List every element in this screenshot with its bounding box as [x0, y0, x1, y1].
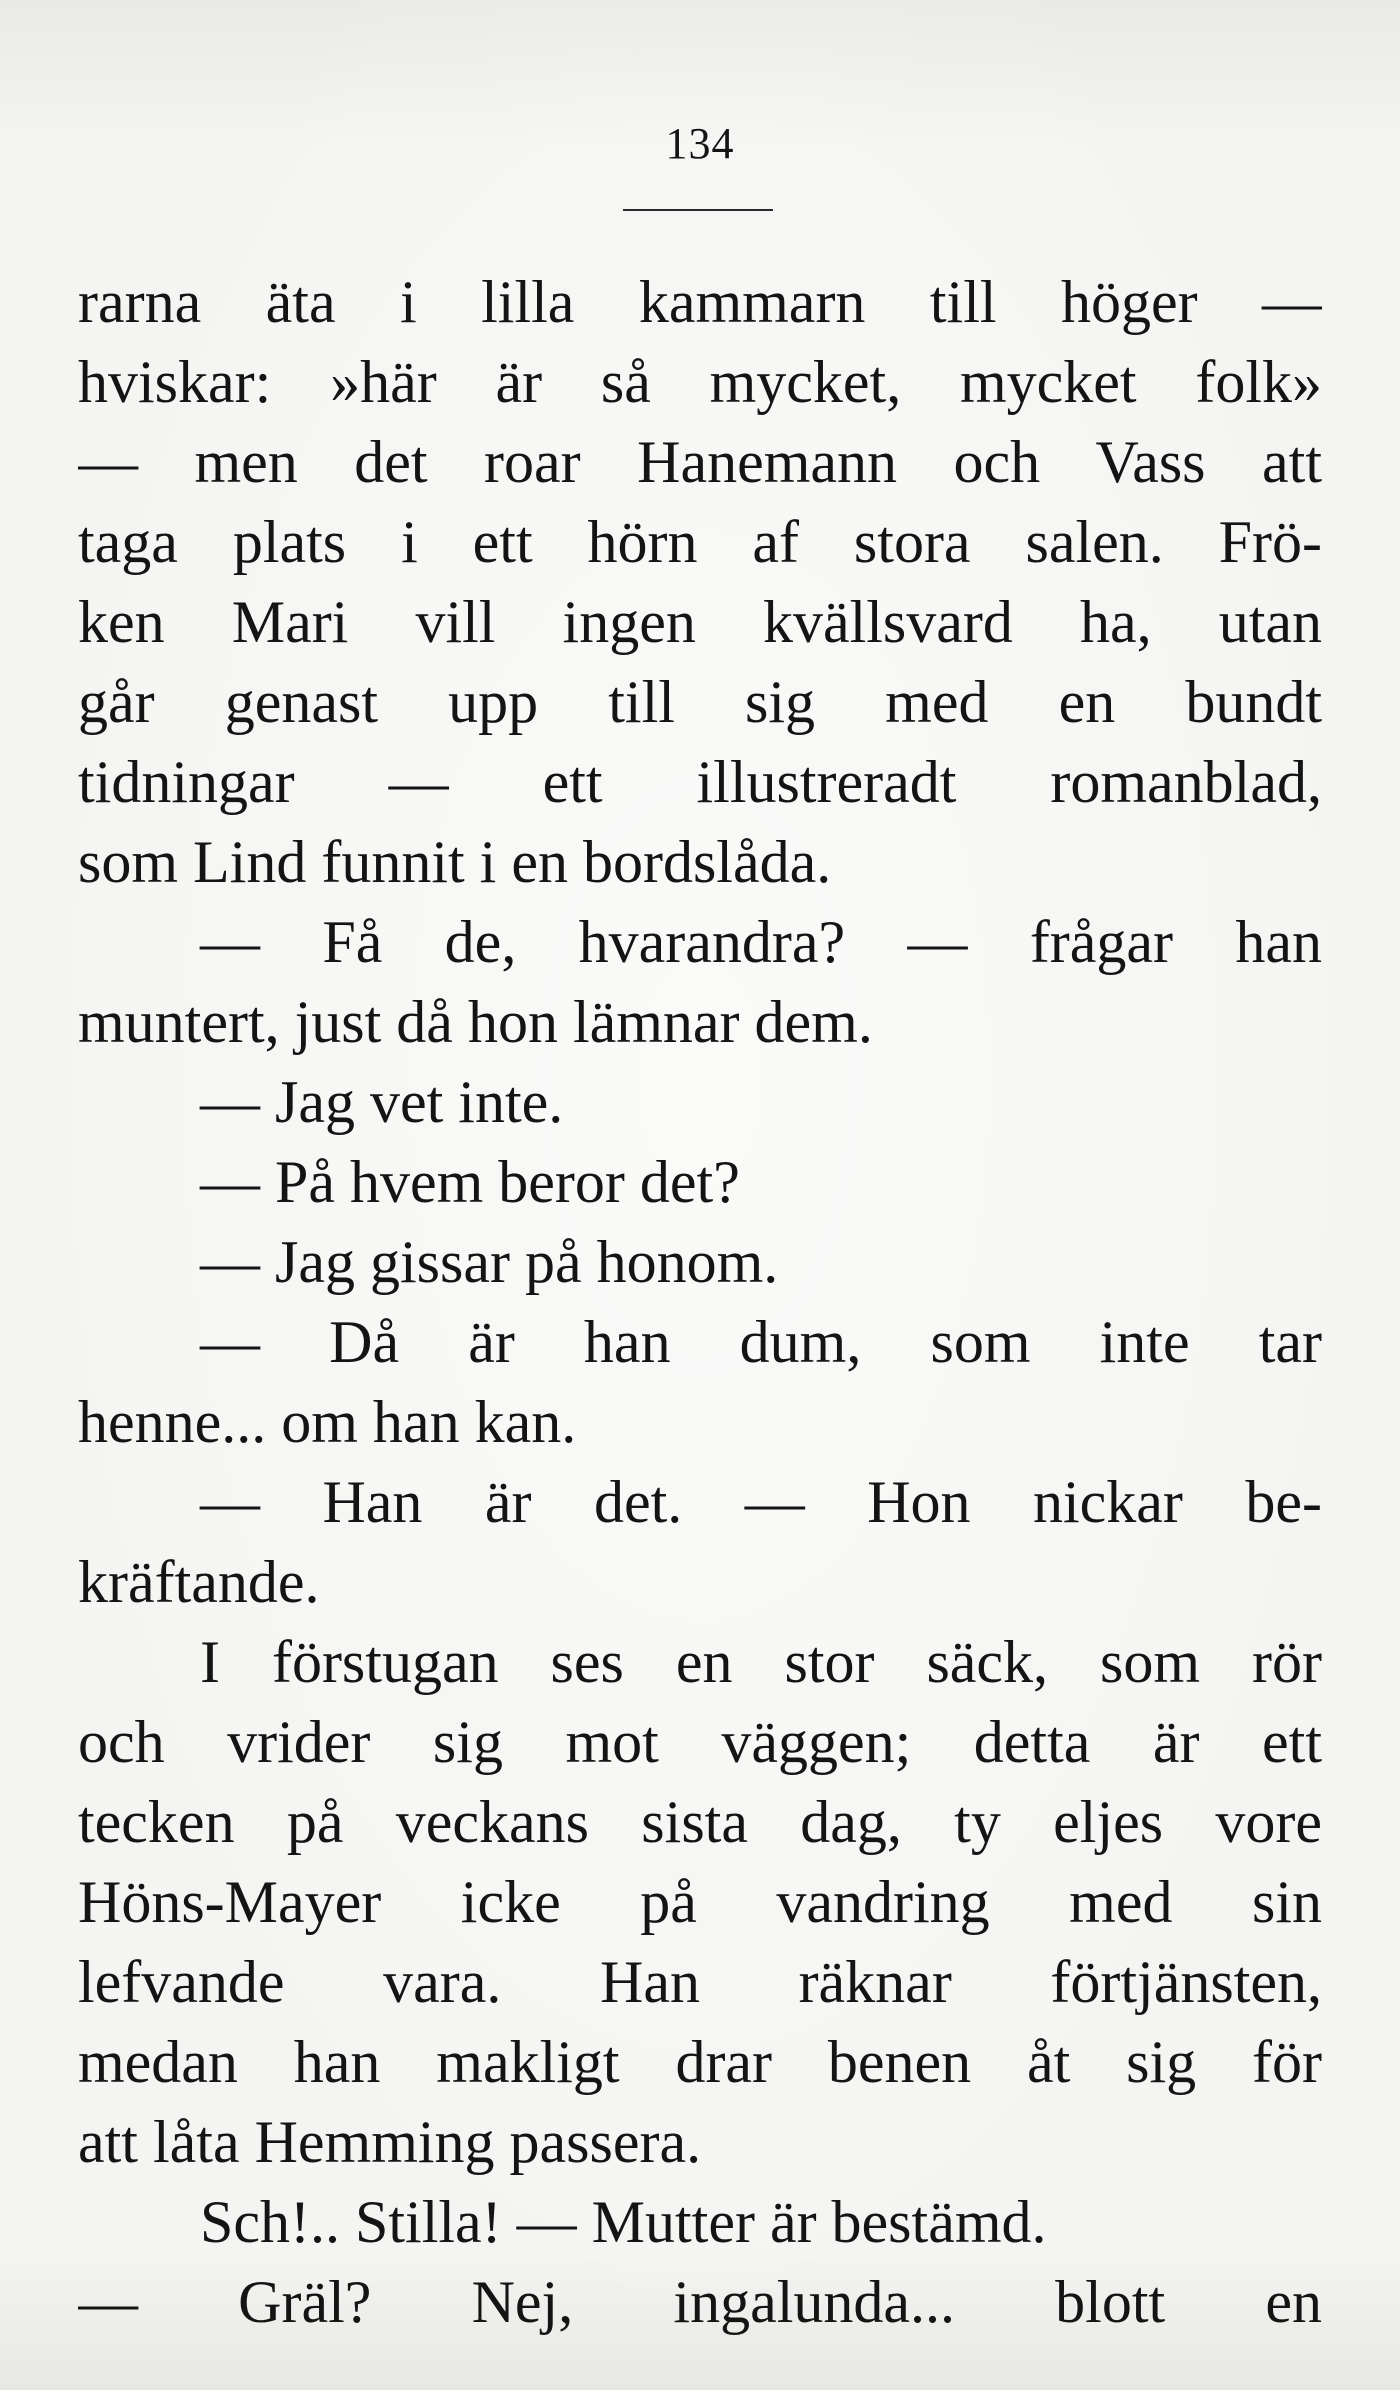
text-line: — Få de, hvarandra? — frågar han: [200, 909, 1322, 975]
text-line: som Lind funnit i en bordslåda.: [78, 829, 832, 895]
text-line: att låta Hemming passera.: [78, 2109, 702, 2175]
text-line: tecken på veckans sista dag, ty eljes vore: [78, 1789, 1322, 1855]
page-number: 134: [665, 119, 735, 168]
header-rule: [623, 209, 773, 211]
text-line: medan han makligt drar benen åt sig för: [78, 2029, 1322, 2095]
text-line: — Jag gissar på honom.: [200, 1229, 779, 1295]
text-line: lefvande vara. Han räknar förtjänsten,: [78, 1949, 1322, 2015]
text-line: Sch!.. Stilla! — Mutter är bestämd.: [200, 2189, 1047, 2255]
text-line: tidningar — ett illustreradt romanblad,: [78, 749, 1322, 815]
text-line: taga plats i ett hörn af stora salen. Frö-: [78, 509, 1322, 575]
text-line: Höns-Mayer icke på vandring med sin: [78, 1869, 1322, 1935]
text-line: — Gräl? Nej, ingalunda... blott en: [78, 2269, 1322, 2335]
text-line: henne... om han kan.: [78, 1389, 577, 1455]
body-text: [78, 262, 1322, 2342]
text-line: hviskar: »här är så mycket, mycket folk»: [78, 349, 1322, 415]
text-line: går genast upp till sig med en bundt: [78, 669, 1322, 735]
text-line: och vrider sig mot väggen; detta är ett: [78, 1709, 1322, 1775]
text-line: — Då är han dum, som inte tar: [200, 1309, 1322, 1375]
text-line: — Han är det. — Hon nickar be-: [200, 1469, 1322, 1535]
text-line: — På hvem beror det?: [200, 1149, 740, 1215]
text-line: — men det roar Hanemann och Vass att: [78, 429, 1322, 495]
text-line: ken Mari vill ingen kvällsvard ha, utan: [78, 589, 1322, 655]
text-line: — Jag vet inte.: [200, 1069, 564, 1135]
text-line: rarna äta i lilla kammarn till höger —: [78, 269, 1322, 335]
text-line: I förstugan ses en stor säck, som rör: [200, 1629, 1322, 1695]
text-line: muntert, just då hon lämnar dem.: [78, 989, 873, 1055]
text-line: kräftande.: [78, 1549, 320, 1615]
